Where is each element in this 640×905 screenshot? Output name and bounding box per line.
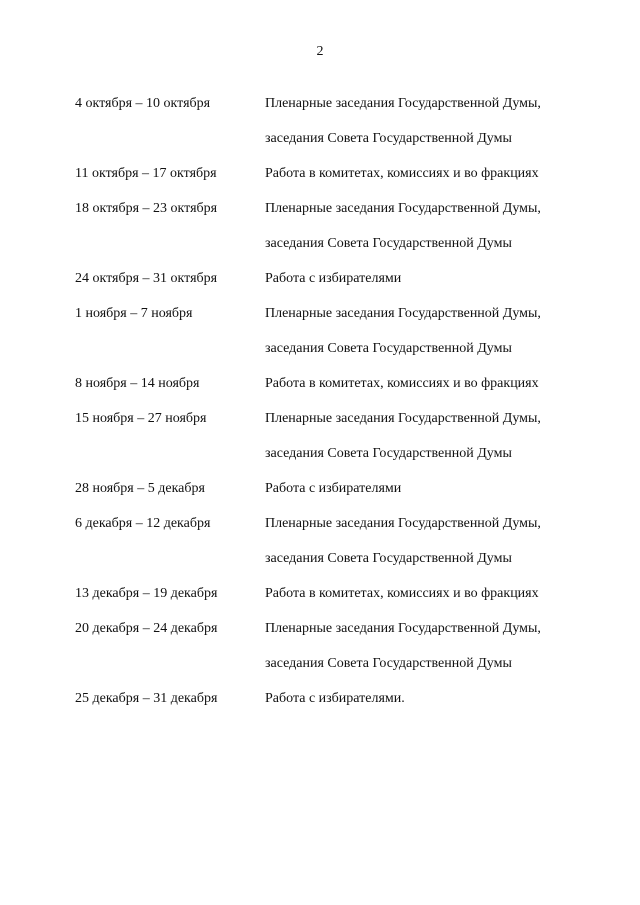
schedule-row: [75, 681, 595, 716]
schedule-activity-line: заседания Совета Государственной Думы: [265, 446, 512, 461]
schedule-period: 15 ноября – 27 ноября: [75, 411, 207, 426]
schedule-period: 13 декабря – 19 декабря: [75, 586, 218, 601]
schedule-activity: [265, 506, 595, 576]
schedule-row: [75, 261, 595, 296]
schedule-period: 11 октября – 17 октября: [75, 166, 217, 181]
schedule-period: 18 октября – 23 октября: [75, 201, 218, 216]
schedule-row: [75, 401, 595, 471]
schedule-row: [75, 366, 595, 401]
schedule-activity-line: Пленарные заседания Государственной Думы,: [265, 516, 541, 531]
schedule-row: [75, 86, 595, 156]
schedule-activity: [265, 366, 595, 401]
schedule-activity: [265, 401, 595, 471]
schedule-activity: [265, 86, 595, 156]
schedule-activity: [265, 261, 595, 296]
schedule-period: 24 октября – 31 октября: [75, 271, 218, 286]
schedule-activity-line: заседания Совета Государственной Думы: [265, 551, 512, 566]
schedule-activity: [265, 611, 595, 681]
schedule-activity-line: Пленарные заседания Государственной Думы,: [265, 621, 541, 636]
schedule-period: 1 ноября – 7 ноября: [75, 306, 193, 321]
schedule-table: [75, 86, 595, 716]
schedule-row: [75, 506, 595, 576]
schedule-activity: [265, 296, 595, 366]
schedule-activity-line: Работа в комитетах, комиссиях и во фракциях: [265, 166, 539, 181]
schedule-activity-line: Пленарные заседания Государственной Думы,: [265, 411, 541, 426]
schedule-activity-line: Работа с избирателями.: [265, 691, 405, 706]
schedule-period: 28 ноября – 5 декабря: [75, 481, 205, 496]
schedule-activity: [265, 191, 595, 261]
schedule-period: 4 октября – 10 октября: [75, 96, 211, 111]
schedule-row: [75, 576, 595, 611]
schedule-activity: [265, 681, 595, 716]
schedule-row: [75, 191, 595, 261]
schedule-activity: [265, 156, 595, 191]
schedule-period: 8 ноября – 14 ноября: [75, 376, 200, 391]
schedule-activity-line: Пленарные заседания Государственной Думы,: [265, 201, 541, 216]
schedule-activity-line: Пленарные заседания Государственной Думы,: [265, 96, 541, 111]
schedule-period: 20 декабря – 24 декабря: [75, 621, 218, 636]
schedule-activity: [265, 576, 595, 611]
schedule-period: 25 декабря – 31 декабря: [75, 691, 218, 706]
schedule-activity-line: Работа с избирателями: [265, 481, 402, 496]
schedule-activity-line: заседания Совета Государственной Думы: [265, 341, 512, 356]
schedule-period: 6 декабря – 12 декабря: [75, 516, 211, 531]
schedule-activity: [265, 471, 595, 506]
page-number: 2: [316, 44, 324, 59]
schedule-activity-line: заседания Совета Государственной Думы: [265, 656, 512, 671]
schedule-activity-line: Работа с избирателями: [265, 271, 402, 286]
schedule-row: [75, 611, 595, 681]
schedule-row: [75, 156, 595, 191]
schedule-activity-line: Работа в комитетах, комиссиях и во фракциях: [265, 376, 539, 391]
schedule-row: [75, 296, 595, 366]
schedule-activity-line: заседания Совета Государственной Думы: [265, 131, 512, 146]
schedule-activity-line: Пленарные заседания Государственной Думы,: [265, 306, 541, 321]
schedule-row: [75, 471, 595, 506]
schedule-activity-line: заседания Совета Государственной Думы: [265, 236, 512, 251]
schedule-activity-line: Работа в комитетах, комиссиях и во фракциях: [265, 586, 539, 601]
